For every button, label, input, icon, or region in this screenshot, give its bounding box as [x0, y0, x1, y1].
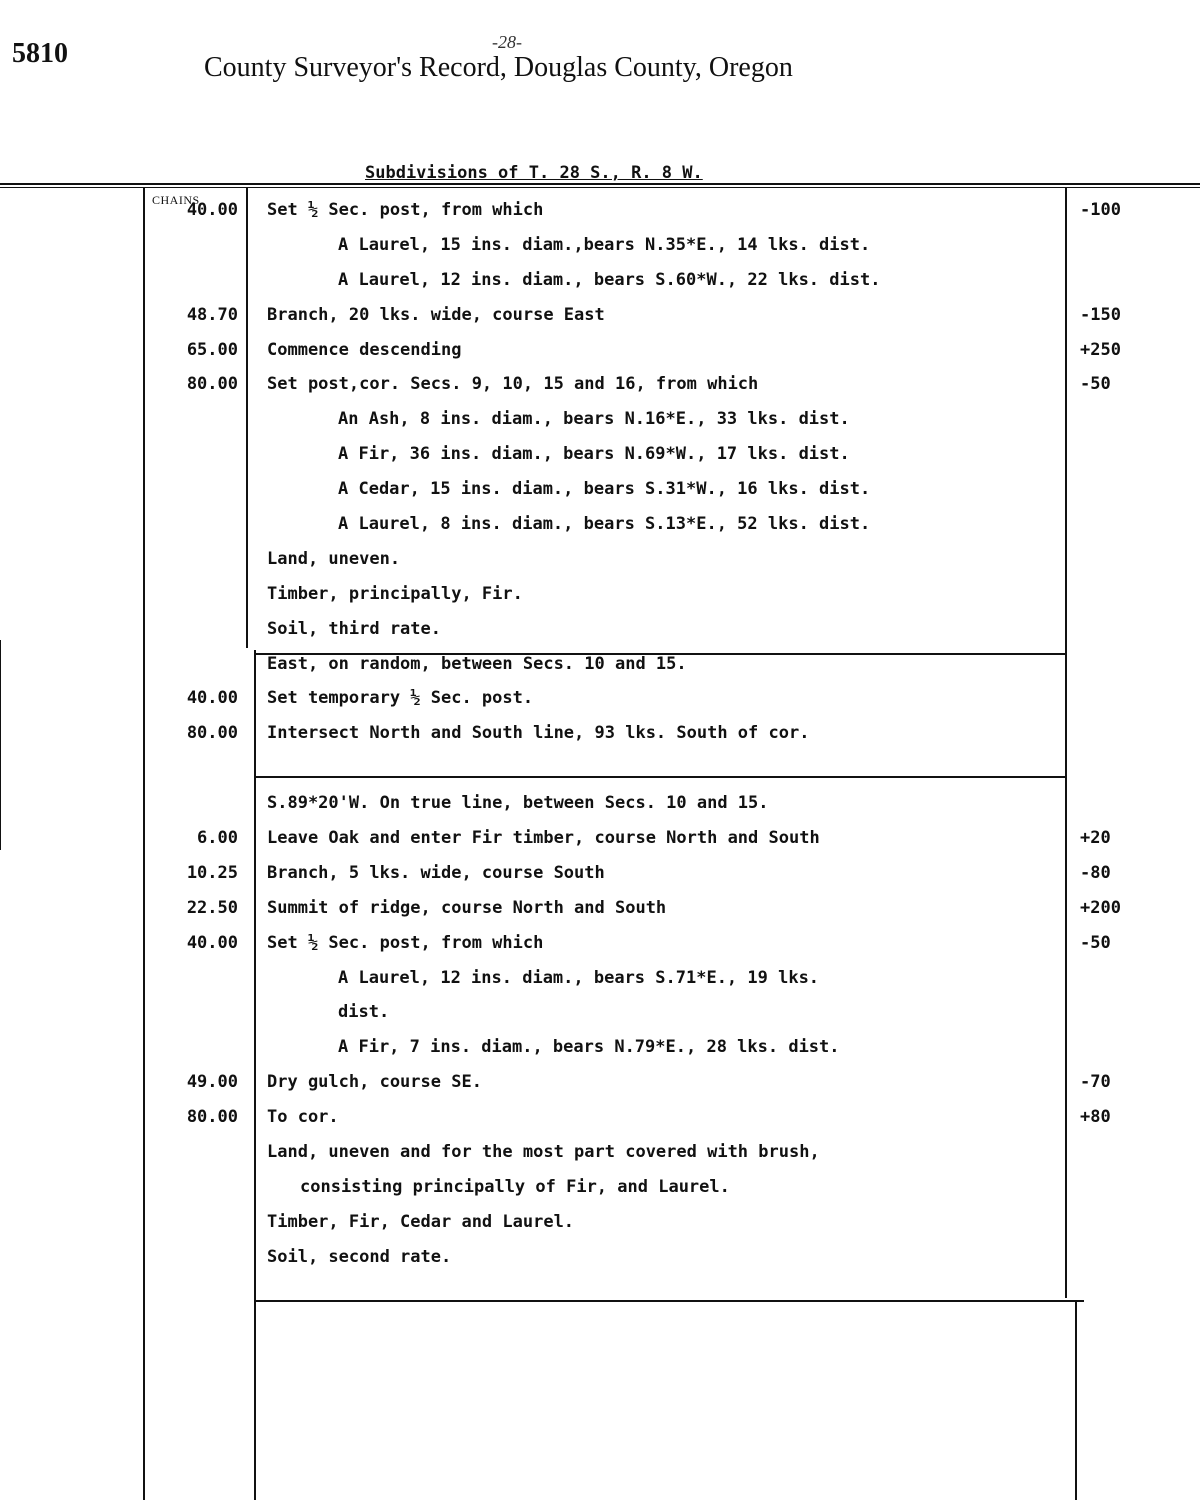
distance-chains: 65.00: [186, 339, 238, 360]
entry-description: Soil, second rate.: [267, 1246, 452, 1267]
distance-chains: 10.25: [186, 862, 238, 883]
survey-entry-row: [0, 716, 1200, 751]
elevation-column-right-rule: [1075, 1300, 1077, 1500]
survey-entries: [0, 193, 1200, 1275]
entry-description: To cor.: [267, 1107, 339, 1128]
section-divider-3: [256, 1300, 1084, 1302]
entry-description: dist.: [338, 1002, 390, 1023]
entry-description: A Fir, 36 ins. diam., bears N.69*W., 17 lks. dist.: [338, 444, 850, 465]
survey-entry-row: [0, 507, 1200, 542]
entry-description: A Laurel, 8 ins. diam., bears S.13*E., 52 lks. dist.: [338, 514, 871, 535]
survey-entry-row: [0, 298, 1200, 333]
distance-chains: 80.00: [186, 723, 238, 744]
entry-description: A Laurel, 12 ins. diam., bears S.60*W., 22 lks. dist.: [338, 269, 881, 290]
distance-chains: 80.00: [186, 1107, 238, 1128]
distance-chains: 40.00: [186, 688, 238, 709]
survey-entry-row: [0, 751, 1200, 786]
survey-entry-row: [0, 437, 1200, 472]
entry-description: A Cedar, 15 ins. diam., bears S.31*W., 16 lks. dist.: [338, 479, 871, 500]
elevation-change: -50: [1080, 374, 1111, 395]
elevation-change: +20: [1080, 828, 1111, 849]
survey-entry-row: [0, 961, 1200, 996]
header-rule-bottom: [0, 187, 1200, 188]
entry-description: Leave Oak and enter Fir timber, course North and South: [267, 828, 820, 849]
distance-chains: 40.00: [186, 932, 238, 953]
distance-chains: 48.70: [186, 304, 238, 325]
elevation-change: -70: [1080, 1072, 1111, 1093]
elevation-change: -150: [1080, 304, 1121, 325]
survey-entry-row: [0, 402, 1200, 437]
entry-description: Branch, 20 lks. wide, course East: [267, 304, 605, 325]
entry-description: Summit of ridge, course North and South: [267, 897, 667, 918]
survey-entry-row: [0, 1135, 1200, 1170]
survey-entry-row: [0, 542, 1200, 577]
survey-entry-row: [0, 681, 1200, 716]
survey-entry-row: [0, 367, 1200, 402]
survey-entry-row: [0, 786, 1200, 821]
survey-entry-row: [0, 612, 1200, 647]
page-number: 5810: [12, 38, 68, 69]
survey-entry-row: [0, 193, 1200, 228]
survey-entry-row: [0, 1240, 1200, 1275]
distance-chains: 49.00: [186, 1072, 238, 1093]
survey-entry-row: [0, 228, 1200, 263]
entry-description: Set ½ Sec. post, from which: [267, 932, 544, 953]
survey-entry-row: [0, 891, 1200, 926]
entry-description: East, on random, between Secs. 10 and 15.: [267, 653, 687, 674]
handwritten-page-number: -28-: [492, 32, 522, 52]
entry-description: Timber, Fir, Cedar and Laurel.: [267, 1211, 575, 1232]
survey-entry-row: [0, 1030, 1200, 1065]
elevation-change: -80: [1080, 862, 1111, 883]
chains-column-header: CHAINS: [152, 193, 200, 207]
entry-description: A Laurel, 15 ins. diam.,bears N.35*E., 14 lks. dist.: [338, 234, 871, 255]
elevation-change: +200: [1080, 897, 1121, 918]
entry-description: Commence descending: [267, 339, 462, 360]
entry-description: Intersect North and South line, 93 lks. South of cor.: [267, 723, 810, 744]
entry-description: S.89*20'W. On true line, between Secs. 10 and 15.: [267, 793, 769, 814]
entry-description: Land, uneven.: [267, 548, 401, 569]
survey-entry-row: [0, 1100, 1200, 1135]
survey-entry-row: [0, 926, 1200, 961]
survey-entry-row: [0, 1170, 1200, 1205]
entry-description: Set ½ Sec. post, from which: [267, 200, 544, 220]
entry-description: A Laurel, 12 ins. diam., bears S.71*E., 19 lks.: [338, 967, 820, 988]
entry-description: A Fir, 7 ins. diam., bears N.79*E., 28 lks. dist.: [338, 1037, 840, 1058]
survey-entry-row: [0, 333, 1200, 368]
section-title: Subdivisions of T. 28 S., R. 8 W.: [365, 163, 703, 183]
survey-entry-row: [0, 821, 1200, 856]
survey-entry-row: [0, 472, 1200, 507]
entry-description: Branch, 5 lks. wide, course South: [267, 862, 605, 883]
distance-chains: 6.00: [197, 828, 238, 849]
elevation-change: +80: [1080, 1107, 1111, 1128]
distance-chains: 40.00: [186, 200, 238, 220]
entry-description: Soil, third rate.: [267, 618, 441, 639]
entry-description: Dry gulch, course SE.: [267, 1072, 482, 1093]
entry-description: Set temporary ½ Sec. post.: [267, 688, 534, 709]
survey-entry-row: [0, 1205, 1200, 1240]
survey-entry-row: [0, 856, 1200, 891]
entry-description: An Ash, 8 ins. diam., bears N.16*E., 33 lks. dist.: [338, 409, 850, 430]
survey-entry-row: [0, 263, 1200, 298]
elevation-change: -50: [1080, 932, 1111, 953]
elevation-change: +250: [1080, 339, 1121, 360]
distance-chains: 22.50: [186, 897, 238, 918]
distance-chains: 80.00: [186, 374, 238, 395]
elevation-change: -100: [1080, 200, 1121, 220]
survey-entry-row: [0, 577, 1200, 612]
entry-description: Land, uneven and for the most part covered with brush,: [267, 1142, 820, 1163]
entry-description: Timber, principally, Fir.: [267, 583, 523, 604]
survey-entry-row: [0, 995, 1200, 1030]
entry-description: consisting principally of Fir, and Laurel.: [300, 1176, 730, 1197]
header-rule-top: [0, 183, 1200, 185]
record-title: County Surveyor's Record, Douglas County, Oregon: [204, 52, 793, 83]
entry-description: Set post,cor. Secs. 9, 10, 15 and 16, from which: [267, 374, 759, 395]
survey-entry-row: [0, 1065, 1200, 1100]
survey-entry-row: [0, 647, 1200, 682]
